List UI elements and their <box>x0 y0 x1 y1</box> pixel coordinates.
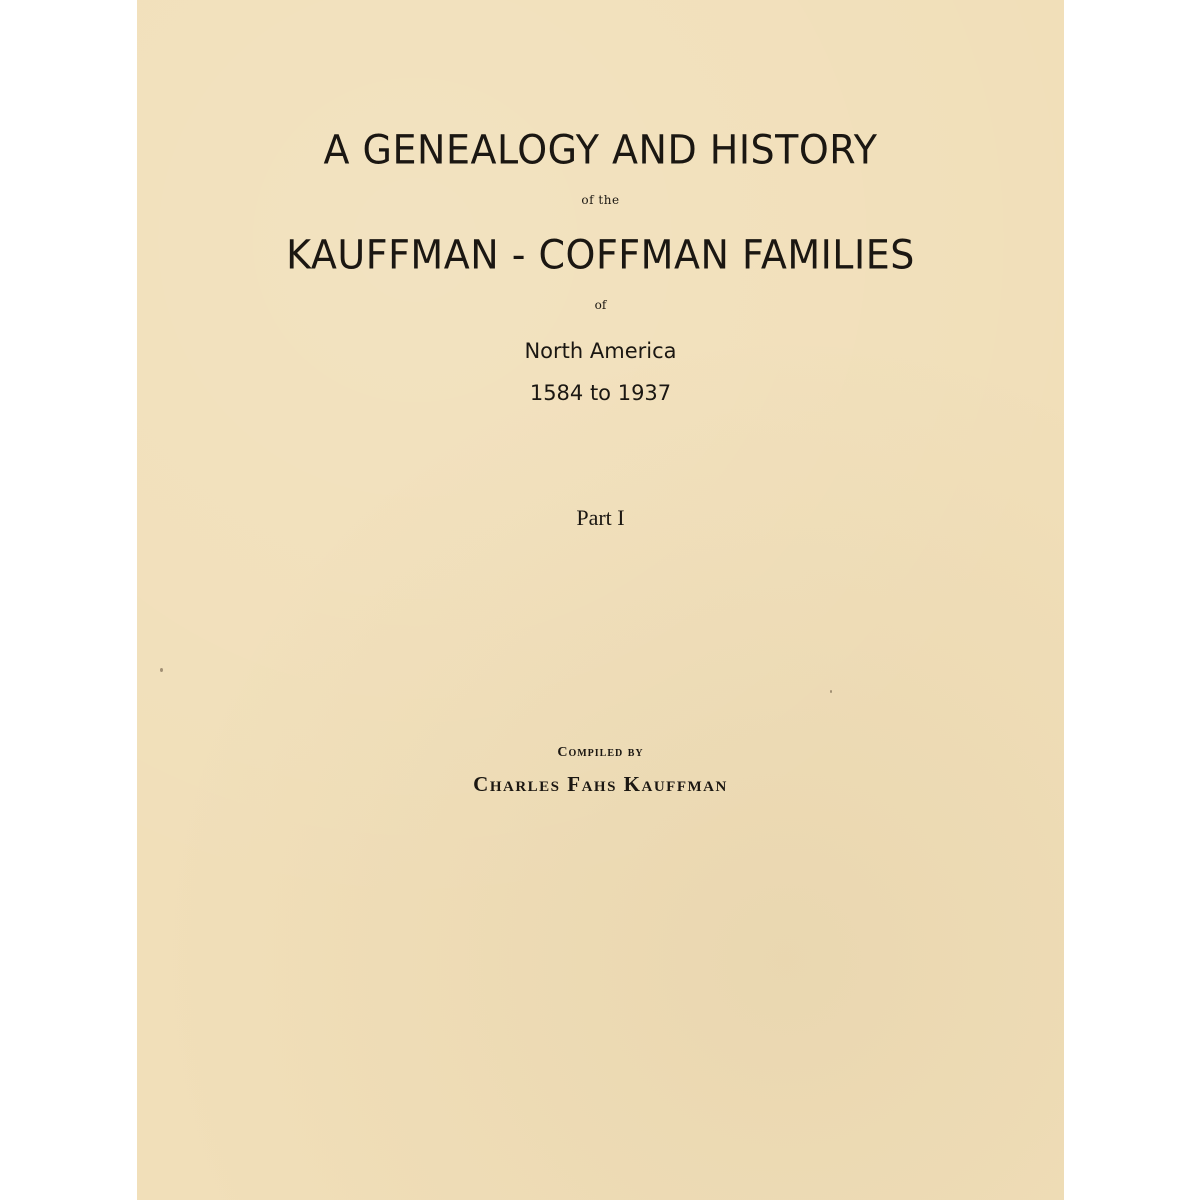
title-connector-of: of <box>594 298 607 312</box>
part-label: Part I <box>576 505 625 530</box>
region-label: North America <box>524 339 677 363</box>
book-title-line-2: KAUFFMAN - COFFMAN FAMILIES <box>286 231 915 279</box>
author-name: Charles Fahs Kauffman <box>473 772 728 796</box>
paper-speck <box>160 668 163 672</box>
paper-speck <box>830 690 832 693</box>
compiled-by-label: Compiled by <box>557 745 644 760</box>
date-range: 1584 to 1937 <box>529 381 672 405</box>
title-page <box>137 0 1064 1200</box>
book-title-line-1: A GENEALOGY AND HISTORY <box>323 126 878 174</box>
title-connector-of-the: of the <box>581 193 620 207</box>
